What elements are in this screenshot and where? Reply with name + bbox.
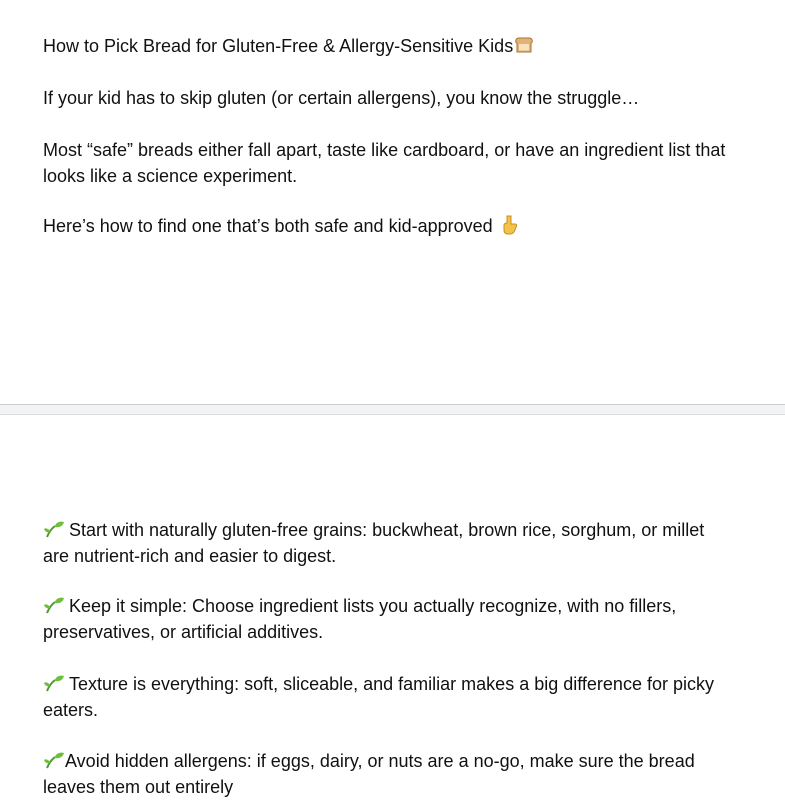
tip-text: Avoid hidden allergens: if eggs, dairy, or nuts are a no-go, make sure the bread leaves them out entirely [43,751,700,797]
seedling-icon [43,520,65,538]
seedling-icon [43,596,65,614]
title-text: How to Pick Bread for Gluten-Free & Allergy-Sensitive Kids [43,36,514,56]
tip-text: Texture is everything: soft, sliceable, and familiar makes a big difference for picky eaters. [43,674,719,720]
intro-paragraph-3 [43,213,733,239]
intro-paragraph-1: If your kid has to skip gluten (or certain allergens), you know the struggle… [43,88,640,108]
seedling-icon [43,674,65,692]
post-title [43,33,733,59]
pointing-down-icon [501,215,519,235]
tip-text: Start with naturally gluten-free grains: buckwheat, brown rice, sorghum, or millet are nutrient-rich and easier to digest. [43,520,710,566]
tip-item [43,517,733,569]
tip-item [43,593,733,645]
page-break [0,404,785,415]
tip-item [43,671,733,723]
bread-icon [514,36,534,54]
tip-text: Keep it simple: Choose ingredient lists you actually recognize, with no fillers, preservatives, or artificial additives. [43,596,682,642]
document-page-2 [0,415,785,800]
intro-paragraph-3-text: Here’s how to find one that’s both safe and kid-approved [43,216,493,236]
tip-item [43,748,733,800]
intro-paragraph-2: Most “safe” breads either fall apart, taste like cardboard, or have an ingredient list that looks like a science experiment. [43,140,731,186]
seedling-icon [43,751,65,769]
